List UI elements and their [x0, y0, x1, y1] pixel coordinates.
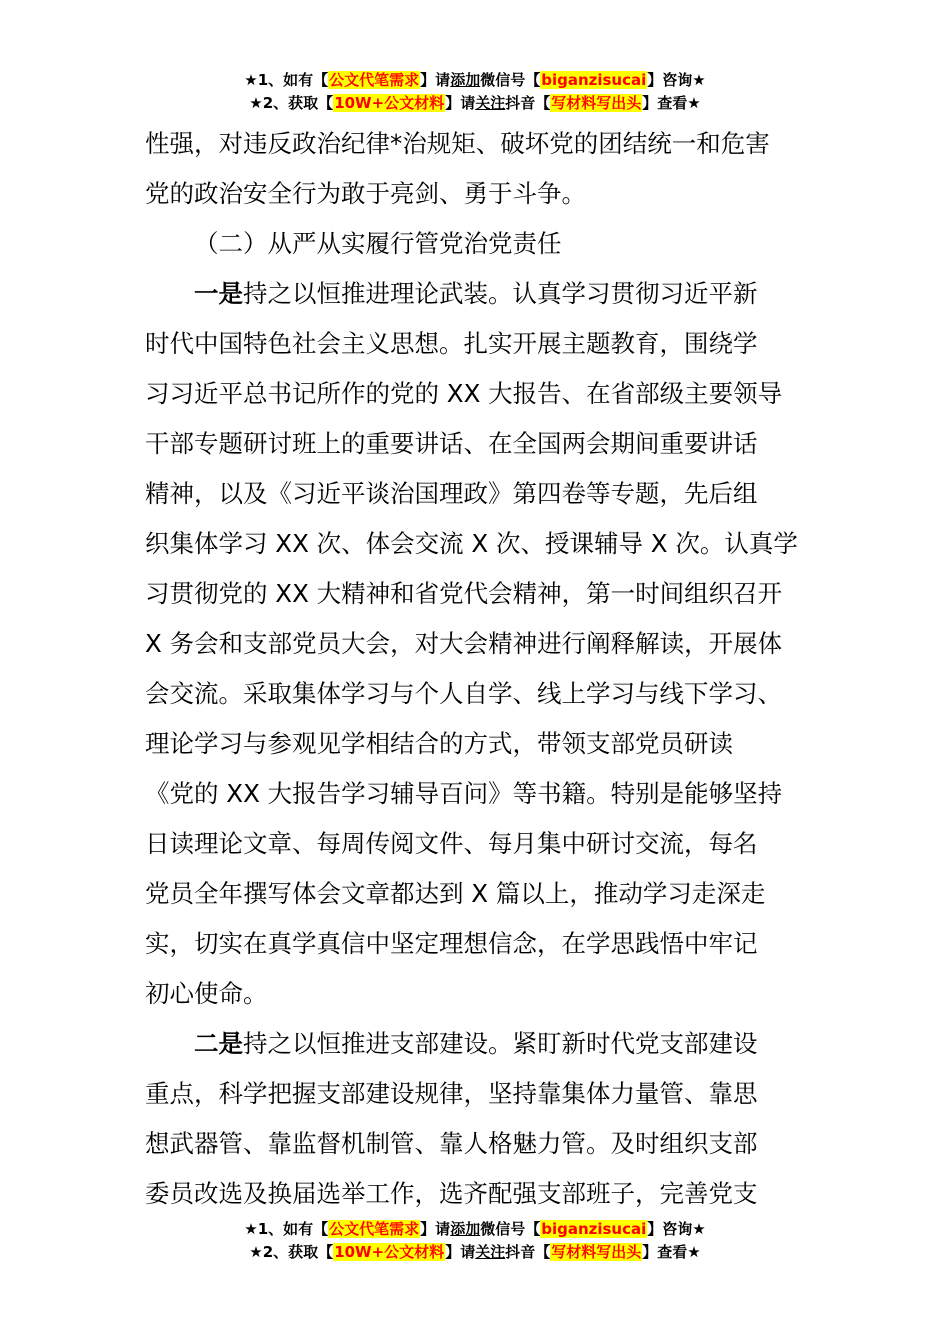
text-line: 重点，科学把握支部建设规律，坚持靠集体力量管、靠思: [145, 1079, 758, 1108]
banner-text: 抖音【: [505, 1243, 551, 1261]
text-line: 精神，以及《习近平谈治国理政》第四卷等专题，先后组: [145, 479, 758, 508]
text-line: 会交流。采取集体学习与个人自学、线上学习与线下学习、: [145, 679, 782, 708]
text-line: 性强，对违反政治纪律*治规矩、破坏党的团结统一和危害: [145, 129, 770, 158]
banner-highlight: 公文代笔需求: [329, 71, 420, 89]
text-line: 持之以恒推进理论武装。认真学习贯彻习近平新: [243, 279, 758, 308]
section-heading: （二）从严从实履行管党治党责任: [194, 229, 562, 258]
banner-text: 】查看★: [642, 1243, 701, 1261]
text-line: 习贯彻党的 XX 大精神和省党代会精神，第一时间组织召开: [145, 579, 783, 608]
text-line: 《党的 XX 大报告学习辅导百问》等书籍。特别是能够坚持: [145, 779, 783, 808]
banner-text: 】请: [445, 1243, 476, 1261]
paragraph-first-line: [145, 269, 810, 319]
banner-text: 】咨询★: [647, 71, 706, 89]
banner-text: ★2、获取【: [249, 94, 334, 112]
text-line: 想武器管、靠监督机制管、靠人格魅力管。及时组织支部: [145, 1129, 758, 1158]
banner-highlight: 公文代笔需求: [329, 1220, 420, 1238]
banner-text: 】查看★: [642, 94, 701, 112]
paragraph-lead: 一是: [194, 279, 243, 308]
text-line: 理论学习与参观见学相结合的方式，带领支部党员研读: [145, 729, 733, 758]
banner-text: ★1、如有【: [244, 1220, 329, 1238]
text-line: 时代中国特色社会主义思想。扎实开展主题教育，围绕学: [145, 329, 758, 358]
banner-text: 】请: [420, 1220, 451, 1238]
banner-highlight: biganzisucai: [541, 1220, 647, 1238]
text-line: 织集体学习 XX 次、体会交流 X 次、授课辅导 X 次。认真学: [145, 529, 798, 558]
text-line: 党的政治安全行为敢于亮剑、勇于斗争。: [145, 179, 586, 208]
banner-underlined-text: 关注: [475, 1243, 506, 1261]
banner-text: 】咨询★: [647, 1220, 706, 1238]
text-line: 日读理论文章、每周传阅文件、每月集中研讨交流，每名: [145, 829, 758, 858]
text-line: 实，切实在真学真信中坚定理想信念，在学思践悟中牢记: [145, 929, 758, 958]
banner-text: ★1、如有【: [244, 71, 329, 89]
banner-text: ★2、获取【: [249, 1243, 334, 1261]
paragraph-first-line: [145, 1019, 810, 1069]
banner-text: 】请: [420, 71, 451, 89]
banner-text: 微信号【: [480, 1220, 541, 1238]
paragraph-lead: 二是: [194, 1029, 243, 1058]
text-line: 党员全年撰写体会文章都达到 X 篇以上，推动学习走深走: [145, 879, 766, 908]
bottom-banner: [0, 1217, 950, 1263]
text-line: 干部专题研讨班上的重要讲话、在全国两会期间重要讲话: [145, 429, 758, 458]
banner-underlined-text: 添加: [450, 1220, 481, 1238]
banner-line-2: [0, 1240, 950, 1263]
banner-text: 抖音【: [505, 94, 551, 112]
banner-underlined-text: 添加: [450, 71, 481, 89]
banner-highlight: biganzisucai: [541, 71, 647, 89]
banner-highlight: 写材料写出头: [551, 1243, 642, 1261]
banner-underlined-text: 关注: [475, 94, 506, 112]
banner-line-1: [0, 1217, 950, 1240]
banner-line-2: [0, 91, 950, 114]
document-body: [145, 119, 810, 1219]
text-line: 委员改选及换届选举工作，选齐配强支部班子，完善党支: [145, 1179, 758, 1208]
banner-highlight: 写材料写出头: [551, 94, 642, 112]
text-line: 初心使命。: [145, 979, 268, 1008]
text-line: 习习近平总书记所作的党的 XX 大报告、在省部级主要领导: [145, 379, 783, 408]
text-line: 持之以恒推进支部建设。紧盯新时代党支部建设: [243, 1029, 758, 1058]
text-line: X 务会和支部党员大会，对大会精神进行阐释解读，开展体: [145, 629, 783, 658]
banner-highlight: 10W+公文材料: [334, 94, 445, 112]
banner-highlight: 10W+公文材料: [334, 1243, 445, 1261]
banner-text: 】请: [445, 94, 476, 112]
top-banner: [0, 68, 950, 114]
banner-line-1: [0, 68, 950, 91]
banner-text: 微信号【: [480, 71, 541, 89]
